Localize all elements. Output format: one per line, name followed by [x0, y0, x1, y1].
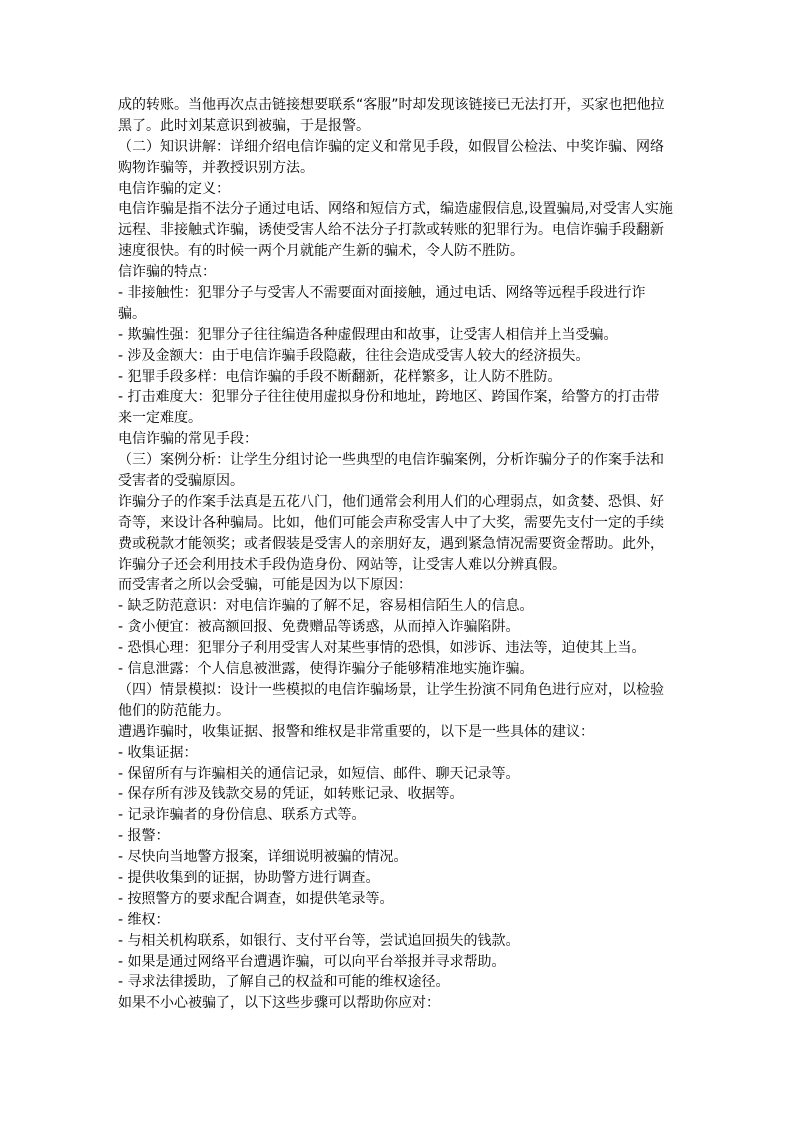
- list-item: - 保存所有涉及钱款交易的凭证，如转账记录、收据等。: [118, 786, 464, 803]
- text-line: 黑了。此时刘某意识到被骗，于是报警。: [118, 117, 370, 134]
- text-line: 如果不小心被骗了，以下这些步骤可以帮助你应对：: [118, 995, 440, 1012]
- list-item: - 欺骗性强：犯罪分子往往编造各种虚假理由和故事，让受害人相信并上当受骗。: [118, 326, 618, 343]
- list-item: - 缺乏防范意识：对电信诈骗的了解不足，容易相信陌生人的信息。: [118, 598, 534, 615]
- list-item: - 非接触性：犯罪分子与受害人不需要面对面接触，通过电话、网络等远程手段进行诈: [118, 285, 646, 302]
- list-item: - 如果是通过网络平台遭遇诈骗，可以向平台举报并寻求帮助。: [118, 953, 506, 970]
- list-item: - 按照警方的要求配合调查，如提供笔录等。: [118, 890, 394, 907]
- text-line: 购物诈骗等，并教授识别方法。: [118, 159, 314, 176]
- section-heading: （四）情景模拟：设计一些模拟的电信诈骗场景，让学生扮演不同角色进行应对，以检验: [118, 681, 664, 698]
- text-line: 成的转账。当他再次点击链接想要联系“客服”时却发现该链接已无法打开，买家也把他拉: [118, 97, 665, 113]
- subheading: 信诈骗的特点：: [118, 264, 216, 281]
- text-line: 而受害者之所以会受骗，可能是因为以下原因：: [118, 577, 412, 594]
- text-line: 受害者的受骗原因。: [118, 473, 244, 490]
- list-item: - 贪小便宜：被高额回报、免费赠品等诱惑，从而掉入诈骗陷阱。: [118, 619, 520, 636]
- list-item: - 保留所有与诈骗相关的通信记录，如短信、邮件、聊天记录等。: [118, 765, 520, 782]
- list-item: - 与相关机构联系，如银行、支付平台等，尝试追回损失的钱款。: [118, 932, 520, 949]
- text-line: 来一定难度。: [118, 410, 202, 427]
- text-line: 他们的防范能力。: [118, 702, 230, 719]
- subheading: 电信诈骗的定义：: [118, 180, 230, 197]
- list-item: - 维权：: [118, 911, 170, 928]
- list-item: - 犯罪手段多样：电信诈骗的手段不断翻新，花样繁多，让人防不胜防。: [118, 368, 562, 385]
- list-item: - 寻求法律援助，了解自己的权益和可能的维权途径。: [118, 974, 450, 991]
- list-item: - 信息泄露：个人信息被泄露，使得诈骗分子能够精准地实施诈骗。: [118, 661, 534, 678]
- text-line: 诈骗分子的作案手法真是五花八门，他们通常会利用人们的心理弱点，如贪婪、恐惧、好: [118, 493, 664, 510]
- text-line: 遭遇诈骗时，收集证据、报警和维权是非常重要的，以下是一些具体的建议：: [118, 723, 594, 740]
- section-heading: （二）知识讲解：详细介绍电信诈骗的定义和常见手段，如假冒公检法、中奖诈骗、网络: [118, 138, 664, 155]
- text-line: 速度很快。有的时候一两个月就能产生新的骗术，令人防不胜防。: [118, 243, 524, 260]
- list-item: - 记录诈骗者的身份信息、联系方式等。: [118, 807, 366, 824]
- document-body: [118, 95, 678, 1014]
- list-item: - 报警：: [118, 828, 170, 845]
- text-line: 费或税款才能领奖；或者假装是受害人的亲朋好友，遇到紧急情况需要资金帮助。此外，: [118, 535, 664, 552]
- text-line: 远程、非接触式诈骗，诱使受害人给不法分子打款或转账的犯罪行为。电信诈骗手段翻新: [118, 222, 664, 239]
- list-item: - 恐惧心理：犯罪分子利用受害人对某些事情的恐惧，如涉诉、违法等，迫使其上当。: [118, 640, 646, 657]
- text-line: 诈骗分子还会利用技术手段伪造身份、网站等，让受害人难以分辨真假。: [118, 556, 566, 573]
- list-item: - 打击难度大：犯罪分子往往使用虚拟身份和地址，跨地区、跨国作案，给警方的打击带: [118, 389, 660, 406]
- subheading: 电信诈骗的常见手段：: [118, 431, 258, 448]
- text-line: 骗。: [118, 305, 146, 322]
- section-heading: （三）案例分析：让学生分组讨论一些典型的电信诈骗案例，分析诈骗分子的作案手法和: [118, 452, 664, 469]
- list-item: - 尽快向当地警方报案，详细说明被骗的情况。: [118, 849, 408, 866]
- list-item: - 收集证据：: [118, 744, 198, 761]
- list-item: - 提供收集到的证据，协助警方进行调查。: [118, 869, 380, 886]
- list-item: - 涉及金额大：由于电信诈骗手段隐蔽，往往会造成受害人较大的经济损失。: [118, 347, 590, 364]
- text-line: 电信诈骗是指不法分子通过电话、网络和短信方式，编造虚假信息,设置骗局,对受害人实施: [118, 201, 673, 218]
- text-line: 奇等，来设计各种骗局。比如，他们可能会声称受害人中了大奖，需要先支付一定的手续: [118, 514, 664, 531]
